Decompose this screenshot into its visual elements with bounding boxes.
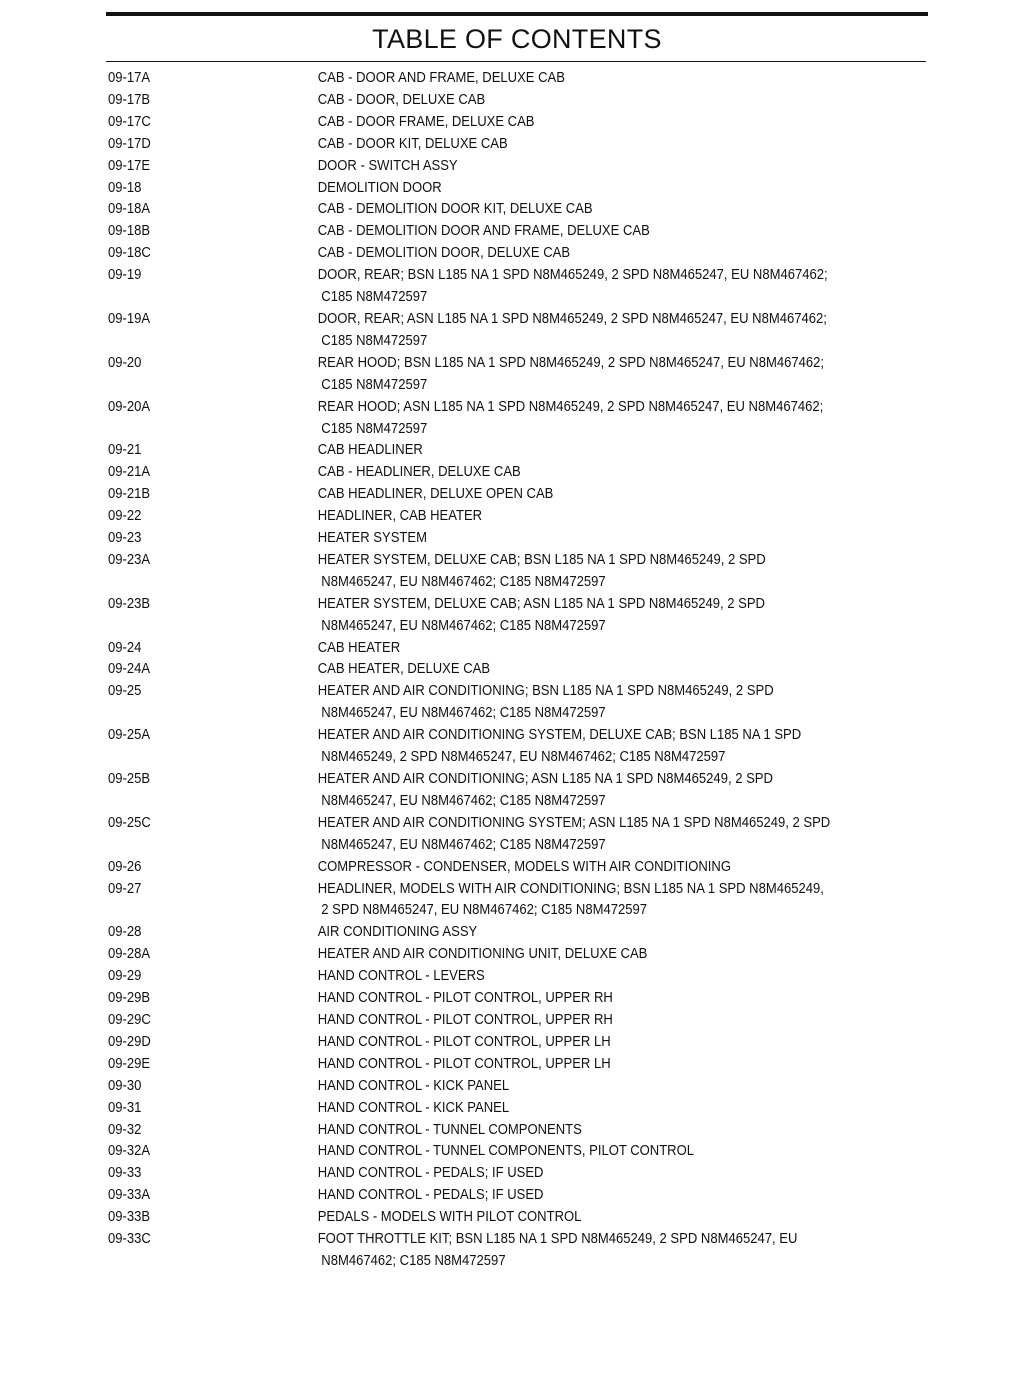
toc-entry[interactable]: [108, 1054, 907, 1076]
toc-entry-title: [318, 725, 907, 769]
toc-entry-title-continuation: N8M467462; C185 N8M472597: [321, 1252, 506, 1269]
toc-entry[interactable]: [108, 1185, 907, 1207]
toc-entry-code: 09-21B: [108, 486, 151, 503]
toc-entry-code: 09-27: [108, 880, 142, 897]
toc-entry-title: [318, 1163, 907, 1185]
toc-entry-code: 09-29B: [108, 990, 151, 1007]
toc-entry-title-line: HAND CONTROL - PEDALS; IF USED: [317, 1187, 544, 1204]
toc-entry-title-continuation: N8M465249, 2 SPD N8M465247, EU N8M467462; C185 N8M472597: [321, 749, 726, 766]
toc-entry-title: [318, 243, 907, 265]
toc-entry-code: 09-33B: [108, 1209, 151, 1226]
toc-entry-title: [318, 659, 907, 681]
toc-entry-title-line: HEATER AND AIR CONDITIONING UNIT, DELUXE CAB: [317, 946, 648, 963]
toc-entry[interactable]: [108, 1010, 907, 1032]
toc-entry[interactable]: [108, 659, 907, 681]
toc-entry-title: [318, 134, 907, 156]
toc-entry-code: 09-18C: [108, 245, 151, 262]
toc-entry[interactable]: [108, 594, 907, 638]
toc-entry-title-continuation: C185 N8M472597: [321, 376, 428, 393]
toc-entry-code: 09-17B: [108, 91, 151, 108]
toc-entry-title: [318, 966, 907, 988]
toc-entry-code: 09-24: [108, 639, 142, 656]
toc-entry-title-line: HAND CONTROL - PILOT CONTROL, UPPER LH: [317, 1055, 611, 1072]
toc-entry-title-line: HAND CONTROL - TUNNEL COMPONENTS: [317, 1121, 582, 1138]
toc-entry-title-line: CAB - DEMOLITION DOOR KIT, DELUXE CAB: [317, 201, 593, 218]
toc-entry-title: [318, 1185, 907, 1207]
toc-entry-title: [318, 1054, 907, 1076]
toc-entry-code: 09-19: [108, 267, 142, 284]
toc-entry[interactable]: [108, 944, 907, 966]
toc-entry-code: 09-17E: [108, 157, 151, 174]
toc-entry[interactable]: [108, 309, 907, 353]
toc-entry-title-continuation: 2 SPD N8M465247, EU N8M467462; C185 N8M472597: [321, 902, 648, 919]
toc-entry[interactable]: [108, 178, 907, 200]
toc-entry-title-line: CAB HEADLINER, DELUXE OPEN CAB: [317, 486, 554, 503]
toc-entry-title-line: HAND CONTROL - PILOT CONTROL, UPPER RH: [317, 1011, 613, 1028]
toc-entry-title-continuation: C185 N8M472597: [321, 289, 428, 306]
toc-entry-title: [318, 944, 907, 966]
toc-entry-title: [318, 156, 907, 178]
toc-list: [108, 68, 908, 1273]
toc-entry-title-line: CAB - DOOR AND FRAME, DELUXE CAB: [317, 70, 565, 86]
toc-entry-code: 09-23: [108, 530, 142, 547]
toc-entry-title: [318, 1032, 907, 1054]
toc-entry[interactable]: [108, 484, 907, 506]
toc-entry[interactable]: [108, 681, 907, 725]
toc-entry-title-line: PEDALS - MODELS WITH PILOT CONTROL: [317, 1209, 582, 1226]
toc-entry-code: 09-19A: [108, 310, 151, 327]
toc-entry-title: [318, 309, 907, 353]
toc-entry-code: 09-29C: [108, 1011, 151, 1028]
toc-entry[interactable]: [108, 922, 907, 944]
toc-entry-code: 09-20A: [108, 398, 151, 415]
toc-entry-title-line: CAB HEATER: [317, 639, 401, 656]
toc-entry-title: [318, 922, 907, 944]
toc-entry[interactable]: [108, 1032, 907, 1054]
toc-entry-title-line: CAB - DOOR, DELUXE CAB: [317, 91, 486, 108]
toc-entry-title: [318, 440, 907, 462]
toc-entry-title-line: CAB - DEMOLITION DOOR AND FRAME, DELUXE CAB: [317, 223, 650, 240]
toc-entry-code: 09-32: [108, 1121, 142, 1138]
toc-entry[interactable]: [108, 397, 907, 441]
toc-entry[interactable]: [108, 857, 907, 879]
toc-entry-code: 09-17A: [108, 70, 151, 86]
toc-entry-title-line: COMPRESSOR - CONDENSER, MODELS WITH AIR CONDITIONING: [317, 858, 731, 875]
toc-entry-title-continuation: N8M465247, EU N8M467462; C185 N8M472597: [321, 836, 606, 853]
toc-entry-title: [318, 199, 907, 221]
toc-entry-code: 09-29: [108, 968, 142, 985]
toc-entry-title-line: CAB HEATER, DELUXE CAB: [317, 661, 491, 678]
toc-entry-title-line: DOOR, REAR; BSN L185 NA 1 SPD N8M465249, 2 SPD N8M465247, EU N8M467462;: [317, 267, 828, 284]
toc-entry-code: 09-22: [108, 508, 142, 525]
toc-entry-title-line: HEADLINER, CAB HEATER: [317, 508, 483, 525]
toc-entry-title-line: CAB - DOOR FRAME, DELUXE CAB: [317, 113, 535, 130]
toc-entry-title-line: HAND CONTROL - PILOT CONTROL, UPPER RH: [317, 990, 613, 1007]
toc-entry-title-line: HEATER SYSTEM: [317, 530, 427, 547]
toc-entry-title-line: HEATER SYSTEM, DELUXE CAB; BSN L185 NA 1 SPD N8M465249, 2 SPD: [317, 551, 766, 568]
toc-entry-title-line: AIR CONDITIONING ASSY: [317, 924, 478, 941]
toc-entry-title-line: REAR HOOD; BSN L185 NA 1 SPD N8M465249, 2 SPD N8M465247, EU N8M467462;: [317, 354, 825, 371]
toc-entry-code: 09-28: [108, 924, 142, 941]
toc-entry-code: 09-26: [108, 858, 142, 875]
toc-entry-title-continuation: C185 N8M472597: [321, 420, 428, 437]
toc-entry-title: [318, 857, 907, 879]
toc-entry-title: [318, 988, 907, 1010]
toc-entry[interactable]: [108, 638, 907, 660]
toc-entry-code: 09-32A: [108, 1143, 151, 1160]
toc-entry-title-line: DOOR, REAR; ASN L185 NA 1 SPD N8M465249, 2 SPD N8M465247, EU N8M467462;: [317, 310, 827, 327]
toc-entry[interactable]: [108, 879, 907, 923]
toc-entry[interactable]: [108, 725, 907, 769]
toc-entry[interactable]: [108, 506, 907, 528]
toc-entry[interactable]: [108, 813, 907, 857]
toc-entry-title-line: DEMOLITION DOOR: [317, 179, 442, 196]
toc-entry-title-line: HEATER AND AIR CONDITIONING SYSTEM; ASN L185 NA 1 SPD N8M465249, 2 SPD: [317, 814, 831, 831]
toc-entry[interactable]: [108, 199, 907, 221]
toc-entry-title: [318, 528, 907, 550]
toc-entry-title-continuation: N8M465247, EU N8M467462; C185 N8M472597: [321, 705, 606, 722]
toc-entry-title: [318, 879, 907, 923]
toc-entry[interactable]: [108, 550, 907, 594]
toc-entry-title-line: HAND CONTROL - TUNNEL COMPONENTS, PILOT CONTROL: [317, 1143, 695, 1160]
header-top-rule: [106, 12, 928, 16]
toc-entry-code: 09-25C: [108, 814, 151, 831]
toc-entry-code: 09-25A: [108, 727, 151, 744]
toc-entry[interactable]: [108, 90, 907, 112]
toc-entry[interactable]: [108, 1120, 907, 1142]
toc-entry-title: [318, 681, 907, 725]
toc-entry-title-line: HEATER AND AIR CONDITIONING SYSTEM, DELUXE CAB; BSN L185 NA 1 SPD: [317, 727, 802, 744]
toc-entry-title-line: HAND CONTROL - PEDALS; IF USED: [317, 1165, 544, 1182]
toc-entry-title-continuation: C185 N8M472597: [321, 332, 428, 349]
toc-entry[interactable]: [108, 353, 907, 397]
toc-entry-title: [318, 1098, 907, 1120]
page-title: TABLE OF CONTENTS: [372, 24, 662, 54]
toc-entry-code: 09-25: [108, 683, 142, 700]
toc-entry-code: 09-31: [108, 1099, 142, 1116]
toc-entry[interactable]: [108, 528, 907, 550]
toc-entry-title-line: HEATER SYSTEM, DELUXE CAB; ASN L185 NA 1 SPD N8M465249, 2 SPD: [317, 595, 765, 612]
toc-entry-title-line: CAB - HEADLINER, DELUXE CAB: [317, 464, 521, 481]
toc-entry-code: 09-17C: [108, 113, 151, 130]
toc-entry-title: [318, 1076, 907, 1098]
header-bottom-rule: [106, 61, 926, 62]
toc-entry[interactable]: [108, 265, 907, 309]
toc-entry-title: [318, 484, 907, 506]
toc-entry-title: [318, 813, 907, 857]
toc-entry-code: 09-17D: [108, 135, 151, 152]
toc-entry-code: 09-29E: [108, 1055, 151, 1072]
toc-entry-title-line: FOOT THROTTLE KIT; BSN L185 NA 1 SPD N8M465249, 2 SPD N8M465247, EU: [317, 1231, 798, 1248]
toc-entry-title-line: REAR HOOD; ASN L185 NA 1 SPD N8M465249, 2 SPD N8M465247, EU N8M467462;: [317, 398, 824, 415]
toc-entry-code: 09-30: [108, 1077, 142, 1094]
toc-entry-title-line: CAB - DEMOLITION DOOR, DELUXE CAB: [317, 245, 571, 262]
toc-entry[interactable]: [108, 1163, 907, 1185]
toc-entry-title-line: HAND CONTROL - LEVERS: [317, 968, 485, 985]
toc-entry[interactable]: [108, 1207, 907, 1229]
toc-entry[interactable]: [108, 462, 907, 484]
toc-entry-code: 09-24A: [108, 661, 151, 678]
toc-entry-code: 09-33A: [108, 1187, 151, 1204]
toc-entry-title: [318, 1120, 907, 1142]
toc-entry-title-line: HAND CONTROL - KICK PANEL: [317, 1077, 510, 1094]
toc-entry-code: 09-20: [108, 354, 142, 371]
toc-entry[interactable]: [108, 1141, 907, 1163]
toc-entry-title: [318, 769, 907, 813]
toc-entry[interactable]: [108, 1229, 907, 1273]
toc-entry-title: [318, 178, 907, 200]
toc-entry-title: [318, 462, 907, 484]
toc-entry-title-line: CAB - DOOR KIT, DELUXE CAB: [317, 135, 508, 152]
toc-entry-title-continuation: N8M465247, EU N8M467462; C185 N8M472597: [321, 617, 606, 634]
toc-entry-title: [318, 550, 907, 594]
toc-entry-title: [318, 1207, 907, 1229]
toc-entry-title-line: HAND CONTROL - KICK PANEL: [317, 1099, 510, 1116]
toc-entry[interactable]: [108, 156, 907, 178]
toc-entry-title: [318, 353, 907, 397]
toc-entry[interactable]: [108, 1098, 907, 1120]
toc-entry-code: 09-21: [108, 442, 142, 459]
toc-entry-title: [318, 1010, 907, 1032]
toc-entry-title-line: HEATER AND AIR CONDITIONING; BSN L185 NA 1 SPD N8M465249, 2 SPD: [317, 683, 774, 700]
toc-entry-title: [318, 90, 907, 112]
toc-entry-title-line: HAND CONTROL - PILOT CONTROL, UPPER LH: [317, 1033, 611, 1050]
toc-entry-title: [318, 68, 907, 90]
toc-entry[interactable]: [108, 988, 907, 1010]
toc-entry[interactable]: [108, 769, 907, 813]
toc-entry-code: 09-33: [108, 1165, 142, 1182]
toc-entry[interactable]: [108, 966, 907, 988]
toc-entry-title: [318, 112, 907, 134]
toc-entry-code: 09-29D: [108, 1033, 151, 1050]
toc-entry-title-line: HEADLINER, MODELS WITH AIR CONDITIONING; BSN L185 NA 1 SPD N8M465249,: [317, 880, 824, 897]
toc-entry-code: 09-33C: [108, 1231, 151, 1248]
toc-entry-code: 09-25B: [108, 771, 151, 787]
toc-entry-title-continuation: N8M465247, EU N8M467462; C185 N8M472597: [321, 573, 606, 590]
toc-entry[interactable]: [108, 1076, 907, 1098]
toc-entry-code: 09-28A: [108, 946, 151, 963]
toc-entry-title: [318, 397, 907, 441]
toc-entry-code: 09-23A: [108, 551, 151, 568]
toc-entry-code: 09-18: [108, 179, 142, 196]
toc-entry-code: 09-18A: [108, 201, 151, 218]
toc-entry[interactable]: [108, 221, 907, 243]
toc-entry-title: [318, 594, 907, 638]
toc-entry[interactable]: [108, 243, 907, 265]
toc-entry[interactable]: [108, 440, 907, 462]
toc-entry-code: 09-21A: [108, 464, 151, 481]
toc-entry[interactable]: [108, 112, 907, 134]
toc-entry-title: [318, 221, 907, 243]
toc-entry-title: [318, 638, 907, 660]
toc-entry-title-line: HEATER AND AIR CONDITIONING; ASN L185 NA 1 SPD N8M465249, 2 SPD: [317, 771, 773, 787]
toc-entry-title-line: CAB HEADLINER: [317, 442, 423, 459]
toc-entry-title: [318, 506, 907, 528]
toc-entry-title-line: DOOR - SWITCH ASSY: [317, 157, 458, 174]
toc-entry-title: [318, 1141, 907, 1163]
toc-entry-title: [318, 265, 907, 309]
toc-entry[interactable]: [108, 68, 907, 90]
toc-entry[interactable]: [108, 134, 907, 156]
toc-entry-code: 09-23B: [108, 595, 151, 612]
toc-entry-title-continuation: N8M465247, EU N8M467462; C185 N8M472597: [321, 792, 606, 809]
toc-entry-title: [318, 1229, 907, 1273]
toc-entry-code: 09-18B: [108, 223, 151, 240]
